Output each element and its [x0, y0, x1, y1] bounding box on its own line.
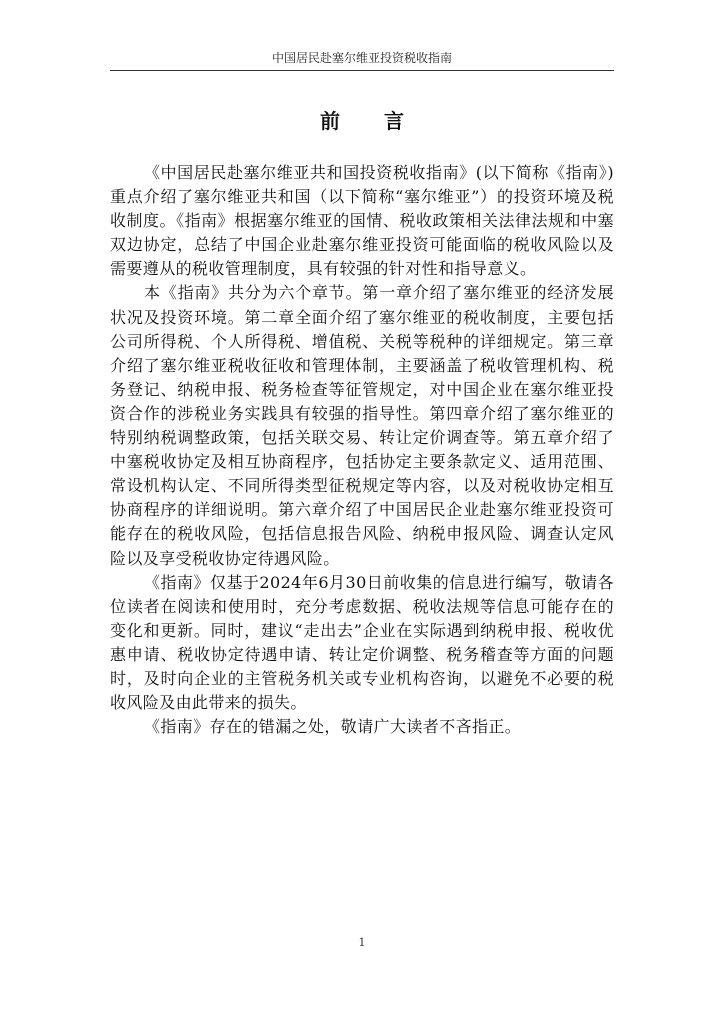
- body-text: [110, 161, 614, 739]
- paragraph-chapters: 本《指南》共分为六个章节。第一章介绍了塞尔维亚的经济发展状况及投资环境。第二章全面介绍了塞尔维亚的税收制度，主要包括公司所得税、个人所得税、增值税、关税等税种的详细规定。第三章介绍了塞尔维亚税收征收和管理体制，主要涵盖了税收管理机构、税务登记、纳税申报、税务检查等征管规定，对中国企业在塞尔维亚投资合作的涉税业务实践具有较强的指导性。第四章介绍了塞尔维亚的特别纳税调整政策，包括关联交易、转让定价调查等。第五章介绍了中塞税收协定及相互协商程序，包括协定主要条款定义、适用范围、常设机构认定、不同所得类型征税规定等内容，以及对税收协定相互协商程序的详细说明。第六章介绍了中国居民企业赴塞尔维亚投资可能存在的税收风险，包括信息报告风险、纳税申报风险、调查认定风险以及享受税收协定待遇风险。: [110, 283, 614, 568]
- header-rule: [110, 70, 614, 71]
- paragraph-intro: 《中国居民赴塞尔维亚共和国投资税收指南》(以下简称《指南》)重点介绍了塞尔维亚共和国（以下简称“塞尔维亚”）的投资环境及税收制度。《指南》根据塞尔维亚的国情、税收政策相关法律法规和中塞双边协定，总结了中国企业赴塞尔维亚投资可能面临的税收风险以及需要遵从的税收管理制度，具有较强的针对性和指导意义。: [110, 163, 614, 279]
- running-header: 中国居民赴塞尔维亚投资税收指南: [271, 51, 452, 65]
- paragraph-disclaimer: 《指南》仅基于2024年6月30日前收集的信息进行编写，敬请各位读者在阅读和使用时，充分考虑数据、税收法规等信息可能存在的变化和更新。同时，建议“走出去”企业在实际遇到纳税申报、税收优惠申请、税收协定待遇申请、转让定价调整、税务稽查等方面的问题时，及时向企业的主管税务机关或专业机构咨询，以避免不必要的税收风险及由此带来的损失。: [110, 572, 614, 713]
- paragraph-closing: 《指南》存在的错漏之处，敬请广大读者不吝指正。: [144, 717, 522, 737]
- page-title: 前言: [320, 109, 448, 133]
- page-number: 1: [358, 936, 366, 949]
